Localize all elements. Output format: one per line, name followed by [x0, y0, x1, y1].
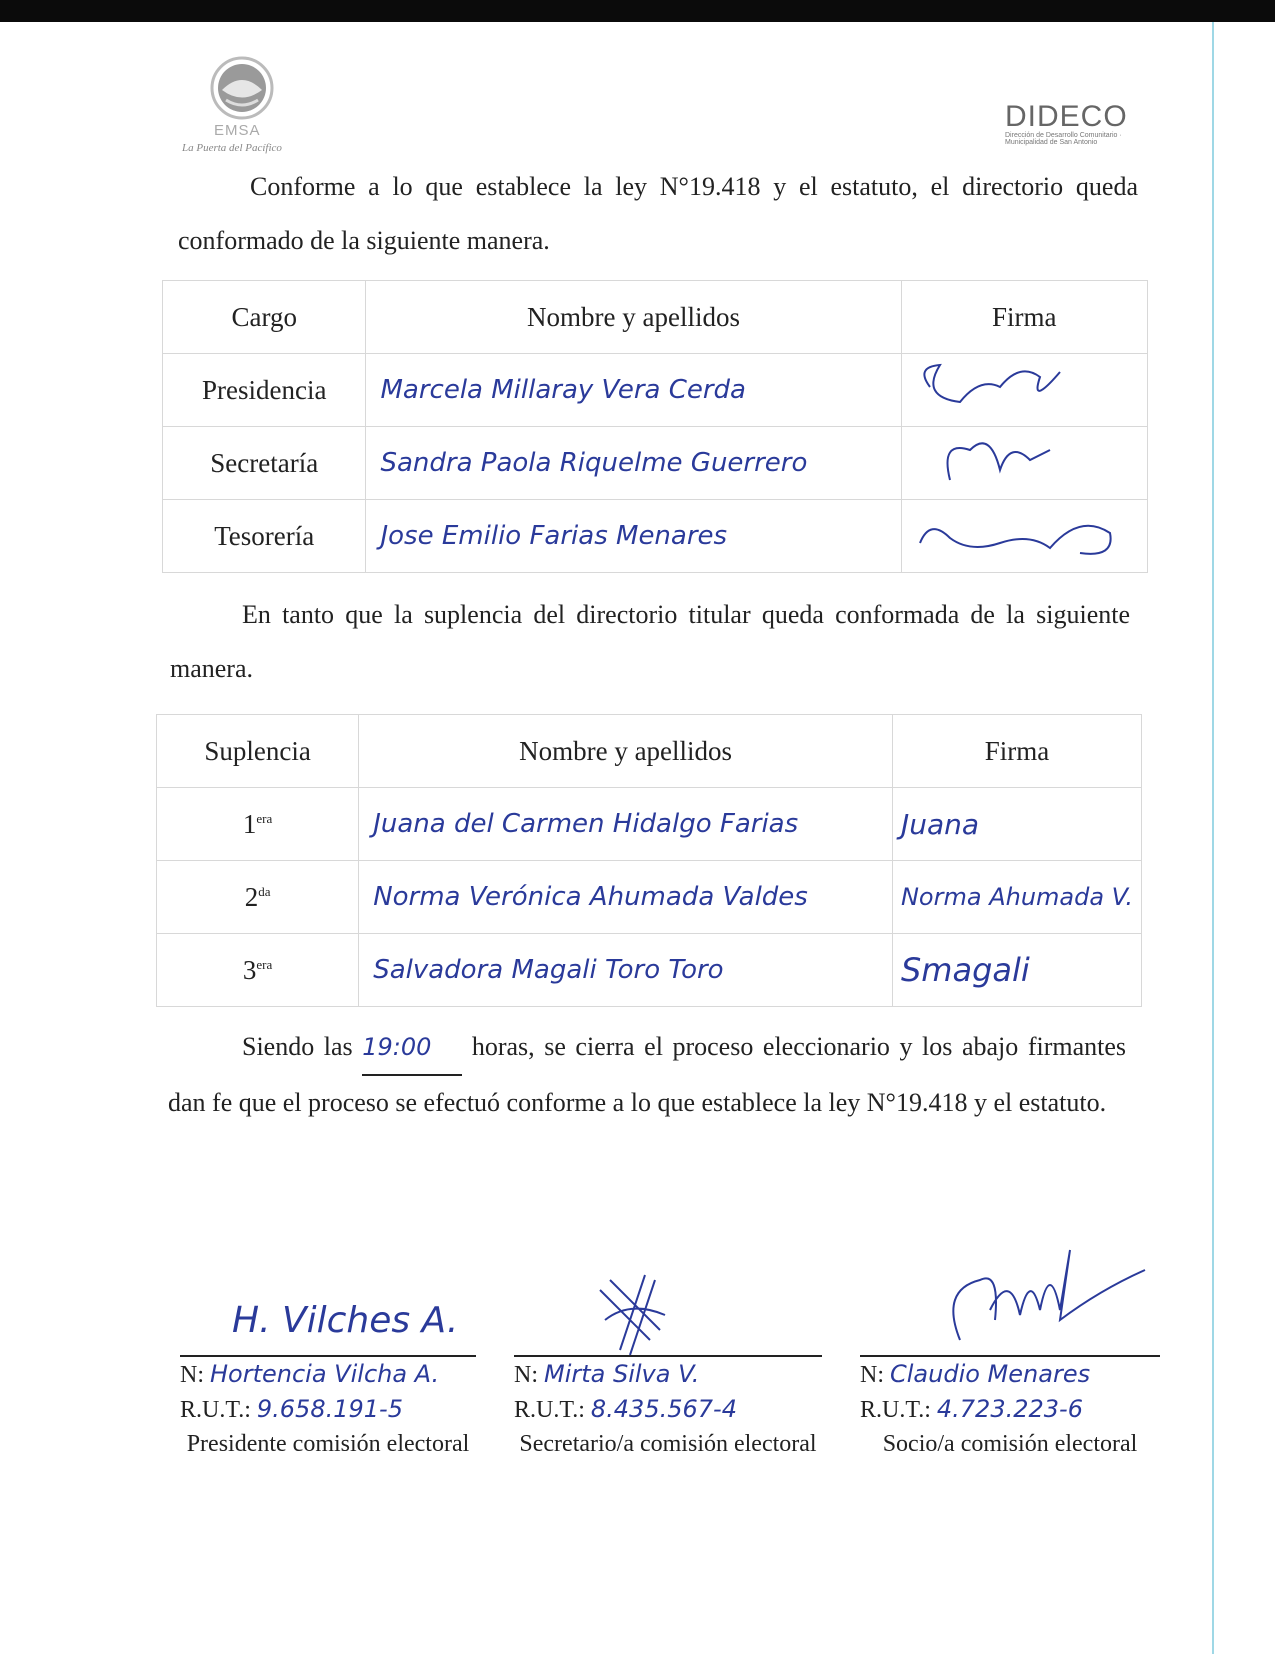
name-label: N: [860, 1362, 884, 1388]
table-row [163, 500, 1148, 573]
rut-label: R.U.T.: [860, 1397, 931, 1423]
table-header-row [157, 715, 1142, 788]
signature-cell [901, 500, 1147, 573]
dideco-logo [1005, 100, 1145, 160]
name-value: Claudio Menares [890, 1360, 1091, 1388]
name-cell: Sandra Paola Riquelme Guerrero [366, 427, 901, 500]
rut-line [180, 1392, 476, 1427]
signature-cell: Smagali [892, 934, 1141, 1007]
ordinal-number: 3 [242, 954, 257, 985]
rut-value: 8.435.567-4 [590, 1395, 737, 1423]
table-row [157, 788, 1142, 861]
closing-text-start: Siendo las [242, 1032, 353, 1061]
suplencia-table [156, 714, 1142, 1007]
rut-label: R.U.T.: [180, 1397, 251, 1423]
president-signature: H. Vilches A. [232, 1300, 459, 1341]
col-header-firma: Firma [892, 715, 1141, 788]
rut-line [514, 1392, 822, 1427]
name-line [860, 1357, 1160, 1392]
table-row [163, 427, 1148, 500]
name-label: N: [180, 1362, 204, 1388]
table-row [157, 934, 1142, 1007]
signature-scribble-icon [910, 430, 1110, 490]
signature-scribble-icon [910, 357, 1110, 417]
table-row [157, 861, 1142, 934]
name-line [514, 1357, 822, 1392]
cargo-cell: Presidencia [163, 354, 366, 427]
signature-cell: Juana [892, 788, 1141, 861]
suplencia-number-cell [157, 934, 359, 1007]
signature-scribble-icon [910, 503, 1130, 563]
suplencia-number-cell [157, 861, 359, 934]
ordinal-number: 1 [242, 808, 257, 839]
suplencia-paragraph: En tanto que la suplencia del directorio titular queda conformada de la siguiente manera. [170, 600, 1130, 683]
emsa-logo-tagline: La Puerta del Pacífico [182, 142, 282, 154]
dideco-logo-text: DIDECO [1005, 100, 1128, 133]
ordinal-suffix: era [256, 956, 273, 972]
emsa-logo [182, 50, 300, 160]
ordinal-suffix: da [258, 883, 271, 899]
role-label: Secretario/a comisión electoral [519, 1431, 817, 1457]
role-label: Presidente comisión electoral [186, 1431, 470, 1457]
ordinal-number: 2 [244, 881, 259, 912]
emsa-emblem-icon [182, 50, 300, 130]
name-cell: Norma Verónica Ahumada Valdes [359, 861, 893, 934]
col-header-firma: Firma [901, 281, 1147, 354]
scan-right-edge [1212, 22, 1214, 1654]
name-cell: Marcela Millaray Vera Cerda [366, 354, 901, 427]
name-cell: Juana del Carmen Hidalgo Farias [359, 788, 893, 861]
table-row [163, 354, 1148, 427]
closing-text-end: horas, se cierra el proceso eleccionario y los abajo firmantes dan fe que el proceso se efectuó conforme a lo que establece la ley N°19.418 y el estatuto. [168, 1032, 1127, 1117]
signatory-block-socio [860, 1290, 1160, 1461]
table-header-row [163, 281, 1148, 354]
dideco-logo-subtitle: Dirección de Desarrollo Comunitario · Municipalidad de San Antonio [1005, 132, 1122, 146]
rut-line [860, 1392, 1160, 1427]
signature-cell: Norma Ahumada V. [892, 861, 1141, 934]
name-value: Hortencia Vilcha A. [210, 1360, 440, 1388]
name-label: N: [514, 1362, 538, 1388]
scan-top-border [0, 0, 1275, 22]
closing-time-field: 19:00 [362, 1020, 462, 1076]
name-value: Mirta Silva V. [544, 1360, 700, 1388]
name-line [180, 1357, 476, 1392]
signatory-block-secretary [514, 1290, 822, 1461]
col-header-cargo: Cargo [163, 281, 366, 354]
directorio-table [162, 280, 1148, 573]
role-label: Socio/a comisión electoral [882, 1431, 1138, 1457]
ordinal-suffix: era [256, 810, 273, 826]
signature-cell [901, 427, 1147, 500]
rut-value: 9.658.191-5 [256, 1395, 403, 1423]
col-header-suplencia: Suplencia [157, 715, 359, 788]
suplencia-number-cell [157, 788, 359, 861]
closing-paragraph [168, 1020, 1126, 1130]
signatory-block-president [180, 1290, 476, 1461]
rut-value: 4.723.223-6 [936, 1395, 1083, 1423]
cargo-cell: Tesorería [163, 500, 366, 573]
col-header-nombre: Nombre y apellidos [366, 281, 901, 354]
name-cell: Jose Emilio Farias Menares [366, 500, 901, 573]
signature-cell [901, 354, 1147, 427]
name-cell: Salvadora Magali Toro Toro [359, 934, 893, 1007]
emsa-logo-text: EMSA [214, 122, 261, 139]
cargo-cell: Secretaría [163, 427, 366, 500]
intro-paragraph: Conforme a lo que establece la ley N°19.418 y el estatuto, el directorio queda conformado de la siguiente manera. [178, 172, 1138, 255]
col-header-nombre: Nombre y apellidos [359, 715, 893, 788]
rut-label: R.U.T.: [514, 1397, 585, 1423]
